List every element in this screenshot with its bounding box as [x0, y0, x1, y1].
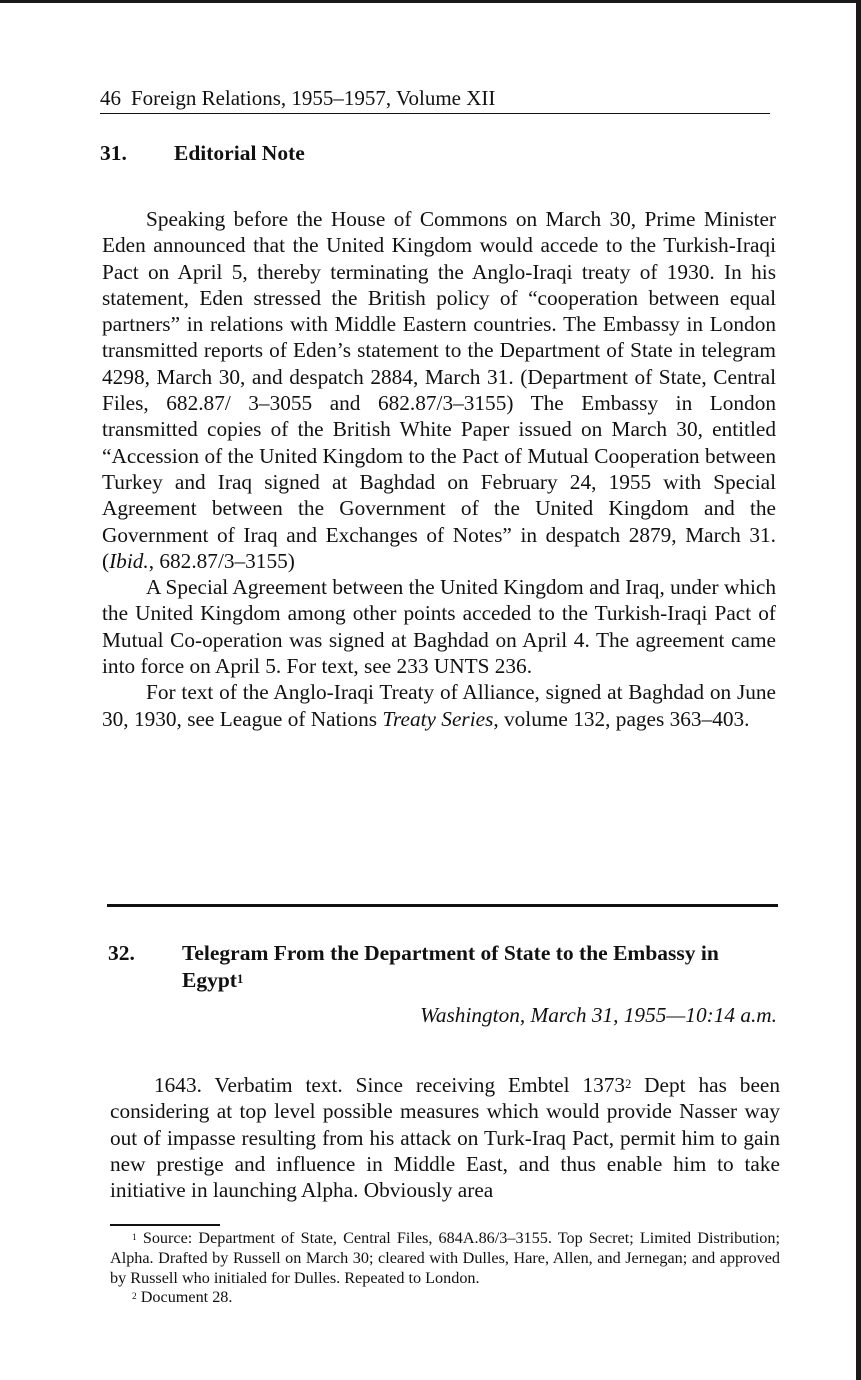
section-divider — [107, 904, 778, 907]
footnote-ref-1: 1 — [236, 971, 244, 986]
footnote-2-mark: 2 — [132, 1292, 137, 1303]
doc-31-number: 31. — [100, 141, 127, 165]
doc-31-body — [102, 206, 776, 732]
doc-31-paragraph-1 — [102, 206, 776, 574]
dateline: Washington, March 31, 1955—10:14 a.m. — [420, 1003, 777, 1027]
doc-31-paragraph-3 — [102, 679, 776, 732]
running-head — [100, 84, 770, 114]
doc-32-title-line-1: Telegram From the Department of State to the Embassy in — [182, 941, 719, 965]
footnotes — [110, 1229, 780, 1308]
doc-31-paragraph-2: A Special Agreement between the United Kingdom and Iraq, under which the United Kingdom among other points acceded to the Turkish-Iraqi Pact of Mutual Co-operation was signed at Baghdad on April 4. The agreement came into force on April 5. For text, see 233 UNTS 236. — [102, 575, 776, 679]
volume-title: Foreign Relations, 1955–1957, Volume XII — [131, 86, 496, 110]
footnote-1 — [110, 1229, 780, 1288]
doc-31-title: Editorial Note — [174, 141, 305, 165]
footnote-rule — [110, 1224, 220, 1226]
page-number: 46 — [100, 86, 121, 110]
doc-31-p1-text: Speaking before the House of Commons on March 30, Prime Minister Eden announced that the United Kingdom would accede to the Turkish-Iraqi Pact on April 5, thereby terminating the Anglo-Iraqi treaty of 1930. In his statement, Eden stressed the British policy of “cooperation between equal partners” in relations with Middle Eastern countries. The Embassy in London transmitted reports of Eden’s statement to the Department of State in telegram 4298, March 30, and despatch 2884, March 31. (Department of State, Central Files, 682.87/ 3–3055 and 682.87/3–3155) The Embassy in London transmitted copies of the British White Paper issued on March 30, entitled “Accession of the United Kingdom to the Pact of Mutual Cooperation between Turkey and Iraq signed at Baghdad on February 24, 1955 with Special Agreement between the Government of the United Kingdom and the Government of Iraq and Exchanges of Notes” in despatch 2879, March 31. ( — [102, 207, 776, 573]
ibid-citation: Ibid. — [109, 548, 149, 573]
footnote-2 — [110, 1288, 780, 1308]
doc-31-p3-text: For text of the Anglo-Iraqi Treaty of Alliance, signed at Baghdad on June 30, 1930, see League of Nations — [102, 680, 776, 731]
footnote-1-mark: 1 — [132, 1232, 137, 1243]
page-top-edge — [0, 0, 861, 3]
doc-31-p1-tail: , 682.87/3–3155) — [148, 548, 295, 573]
doc-32-p1-tail: Dept has been considering at top level possible measures which would provide Nasser way out of impasse resulting from his attack on Turk-Iraq Pact, permit him to gain new prestige and influence in Middle East, and thus enable him to take initiative in launching Alpha. Obviously area — [110, 1073, 780, 1203]
footnote-ref-2: 2 — [625, 1076, 632, 1091]
treaty-series-title: Treaty Series — [382, 706, 494, 731]
doc-32-number: 32. — [108, 941, 135, 965]
doc-32-body — [110, 1072, 780, 1203]
doc-31-p3-tail: , volume 132, pages 363–403. — [493, 706, 750, 731]
page-right-edge — [856, 0, 861, 1380]
doc-31-heading — [100, 140, 780, 170]
doc-32-p1-text: 1643. Verbatim text. Since receiving Embtel 1373 — [154, 1073, 626, 1097]
doc-32-paragraph-1 — [110, 1072, 780, 1203]
doc-32-title — [182, 940, 719, 994]
footnote-2-text: Document 28. — [136, 1288, 233, 1307]
footnote-1-text: Source: Department of State, Central Files, 684A.86/3–3155. Top Secret; Limited Distribution; Alpha. Drafted by Russell on March 30; cleared with Dulles, Hare, Allen, and Jernegan; and approved by Russell who initialed for Dulles. Repeated to London. — [110, 1229, 780, 1287]
doc-32-title-line-2: Egypt — [182, 968, 237, 992]
doc-32-heading — [108, 940, 784, 1000]
